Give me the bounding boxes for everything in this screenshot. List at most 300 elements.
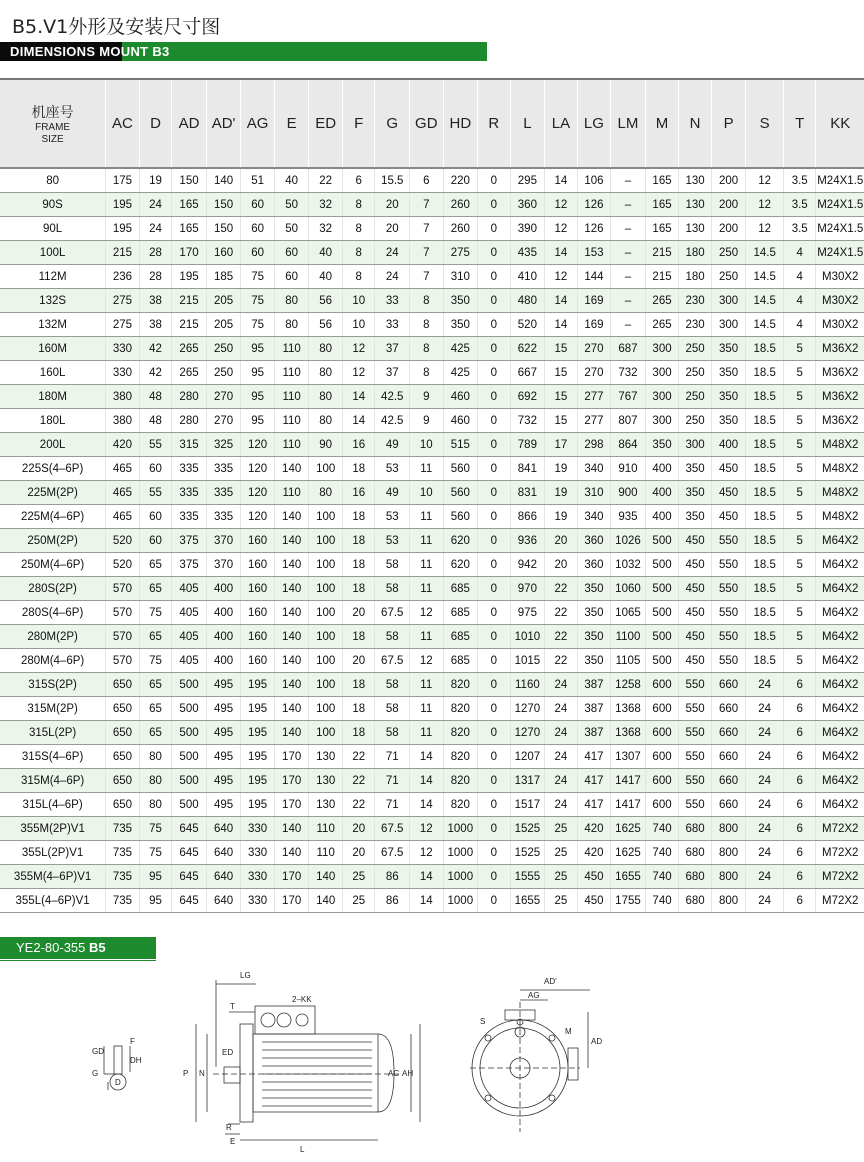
table-cell: 12 [410,841,444,865]
table-cell: 3.5 [783,217,816,241]
frame-size-cell: 132S [0,289,106,313]
table-cell: 495 [206,673,241,697]
table-cell: 8 [342,193,375,217]
table-cell: 1307 [611,745,646,769]
table-cell: 1065 [611,601,646,625]
table-cell: 280 [172,385,207,409]
table-cell: 8 [410,361,444,385]
table-cell: 42 [139,361,172,385]
table-cell: 67.5 [375,601,410,625]
table-cell: 400 [645,457,679,481]
table-cell: 14 [545,168,578,193]
table-cell: 215 [645,241,679,265]
table-cell: 160 [241,577,275,601]
table-cell: 841 [510,457,545,481]
table-cell: 86 [375,889,410,913]
table-cell: 205 [206,289,241,313]
table-cell: 50 [274,193,309,217]
table-cell: 450 [711,457,746,481]
table-cell: 550 [679,769,712,793]
table-cell: M64X2 [816,649,864,673]
table-cell: 95 [241,409,275,433]
table-cell: 25 [545,865,578,889]
table-cell: 8 [342,217,375,241]
table-cell: 280 [172,409,207,433]
table-cell: 975 [510,601,545,625]
table-cell: 236 [106,265,140,289]
table-cell: 0 [478,601,511,625]
table-cell: 86 [375,865,410,889]
table-cell: 1655 [611,865,646,889]
table-cell: 550 [711,601,746,625]
frame-size-cell: 315S(4–6P) [0,745,106,769]
table-cell: 110 [309,841,343,865]
label-m: M [565,1027,572,1036]
dimension-drawing [0,962,864,1162]
page-title: B5.V1外形及安装尺寸图 [12,16,221,38]
table-cell: 390 [510,217,545,241]
table-row [0,697,864,721]
table-cell: 8 [410,289,444,313]
table-header-row [0,79,864,168]
table-cell: 789 [510,433,545,457]
table-cell: 435 [510,241,545,265]
table-cell: 22 [545,625,578,649]
table-cell: 18 [342,721,375,745]
table-cell: 140 [274,625,309,649]
table-cell: 500 [172,673,207,697]
table-cell: 18.5 [746,361,784,385]
table-cell: 169 [577,289,611,313]
table-cell: 180 [679,241,712,265]
table-cell: 53 [375,505,410,529]
table-cell: 400 [206,577,241,601]
table-cell: 1655 [510,889,545,913]
table-cell: 75 [241,289,275,313]
frame-size-cell: 160M [0,337,106,361]
table-cell: 645 [172,817,207,841]
table-cell: 450 [577,865,611,889]
table-cell: 110 [309,817,343,841]
table-cell: 250 [679,385,712,409]
table-cell: – [611,168,646,193]
table-cell: 465 [106,457,140,481]
table-row [0,337,864,361]
table-cell: 0 [478,265,511,289]
table-cell: 215 [172,313,207,337]
table-cell: 110 [274,409,309,433]
table-cell: M36X2 [816,337,864,361]
table-cell: 340 [577,457,611,481]
table-cell: 160 [241,649,275,673]
table-cell: 130 [679,168,712,193]
table-cell: 740 [645,889,679,913]
table-cell: 10 [342,289,375,313]
table-cell: 18 [342,505,375,529]
table-cell: 5 [783,481,816,505]
label-ad: AD [591,1037,603,1046]
table-cell: 58 [375,625,410,649]
table-cell: 375 [172,529,207,553]
table-cell: 17 [545,433,578,457]
label-gd: GD [92,1047,104,1056]
table-cell: 11 [410,673,444,697]
table-cell: 140 [274,529,309,553]
table-cell: M64X2 [816,553,864,577]
label-lg: LG [240,971,251,980]
table-row [0,865,864,889]
label-r: R [226,1123,232,1132]
table-cell: 820 [443,793,478,817]
table-cell: 71 [375,769,410,793]
table-cell: 75 [139,817,172,841]
table-cell: 100 [309,673,343,697]
table-cell: 11 [410,505,444,529]
label-f: F [130,1037,135,1046]
model-badge [0,937,156,959]
column-header-hd: HD [443,79,478,168]
table-cell: 24 [746,697,784,721]
table-cell: 100 [309,529,343,553]
table-cell: 820 [443,697,478,721]
table-cell: 0 [478,577,511,601]
column-header-f: F [342,79,375,168]
table-cell: 9 [410,409,444,433]
table-cell: 360 [577,529,611,553]
badge-prefix: YE2-80-355 [16,940,86,955]
column-header-ed: ED [309,79,343,168]
table-cell: 67.5 [375,649,410,673]
table-cell: 600 [645,697,679,721]
table-cell: 40 [274,168,309,193]
label-d: D [115,1078,121,1087]
table-cell: 22 [545,601,578,625]
table-cell: 14.5 [746,289,784,313]
table-cell: 220 [443,168,478,193]
table-cell: 7 [410,265,444,289]
column-header-p: P [711,79,746,168]
table-cell: 6 [783,841,816,865]
table-cell: 0 [478,289,511,313]
table-cell: 144 [577,265,611,289]
table-cell: M64X2 [816,721,864,745]
table-cell: 140 [274,841,309,865]
table-cell: 100 [309,649,343,673]
label-ac: AC [388,1069,400,1078]
table-cell: 1000 [443,889,478,913]
table-cell: 640 [206,889,241,913]
table-cell: 650 [106,673,140,697]
table-cell: 0 [478,313,511,337]
table-cell: 1100 [611,625,646,649]
dimensions-table [0,78,864,913]
table-cell: 75 [139,601,172,625]
table-cell: 100 [309,553,343,577]
table-cell: M30X2 [816,289,864,313]
table-cell: 680 [679,865,712,889]
table-cell: 20 [342,649,375,673]
table-cell: 495 [206,745,241,769]
table-cell: 60 [139,457,172,481]
table-cell: 53 [375,529,410,553]
table-cell: 18.5 [746,601,784,625]
table-cell: 265 [645,289,679,313]
table-cell: 19 [139,168,172,193]
table-cell: 1625 [611,817,646,841]
table-cell: 15.5 [375,168,410,193]
table-cell: 14 [410,889,444,913]
table-cell: 300 [679,433,712,457]
table-cell: 600 [645,745,679,769]
table-cell: 270 [577,337,611,361]
table-cell: 100 [309,505,343,529]
table-cell: 195 [106,193,140,217]
table-cell: 8 [342,241,375,265]
table-cell: 330 [106,337,140,361]
table-cell: 6 [783,793,816,817]
table-cell: 520 [106,553,140,577]
table-cell: 350 [679,505,712,529]
table-cell: 330 [241,817,275,841]
table-cell: 450 [679,529,712,553]
table-row [0,241,864,265]
table-cell: 120 [241,481,275,505]
table-row [0,553,864,577]
table-cell: 270 [206,385,241,409]
frame-size-cell: 90S [0,193,106,217]
table-cell: 6 [783,697,816,721]
table-cell: 42.5 [375,385,410,409]
table-cell: 65 [139,625,172,649]
table-cell: 58 [375,577,410,601]
table-cell: 40 [309,241,343,265]
table-cell: 300 [711,289,746,313]
table-cell: 200 [711,168,746,193]
table-cell: 25 [545,841,578,865]
table-cell: 48 [139,409,172,433]
table-cell: 195 [106,217,140,241]
table-cell: 0 [478,337,511,361]
table-row [0,649,864,673]
table-row [0,361,864,385]
table-cell: 735 [106,841,140,865]
motor-front-view [470,990,590,1132]
table-cell: 5 [783,505,816,529]
table-cell: 40 [309,265,343,289]
table-cell: 685 [443,577,478,601]
table-cell: 170 [172,241,207,265]
table-row [0,193,864,217]
table-cell: 160 [241,529,275,553]
frame-header-en2: SIZE [41,133,64,145]
table-cell: 12 [545,193,578,217]
table-cell: 1258 [611,673,646,697]
table-cell: 56 [309,313,343,337]
table-cell: 25 [342,889,375,913]
table-cell: 550 [711,649,746,673]
table-cell: 600 [645,673,679,697]
table-row [0,409,864,433]
table-cell: 165 [645,193,679,217]
table-row [0,385,864,409]
table-cell: 325 [206,433,241,457]
table-cell: 18.5 [746,553,784,577]
table-cell: 4 [783,241,816,265]
table-row [0,433,864,457]
table-cell: 11 [410,553,444,577]
table-cell: 420 [106,433,140,457]
table-cell: M64X2 [816,769,864,793]
table-cell: 550 [711,577,746,601]
table-cell: 265 [172,337,207,361]
table-cell: 6 [342,168,375,193]
table-cell: 15 [545,409,578,433]
table-cell: 275 [106,313,140,337]
table-cell: M64X2 [816,673,864,697]
table-cell: 330 [241,889,275,913]
table-cell: 12 [746,193,784,217]
table-cell: 7 [410,217,444,241]
table-cell: 71 [375,745,410,769]
table-cell: 9 [410,385,444,409]
table-cell: 33 [375,313,410,337]
table-cell: 12 [746,217,784,241]
table-cell: 387 [577,697,611,721]
table-cell: 520 [510,313,545,337]
table-cell: 0 [478,457,511,481]
table-cell: 65 [139,553,172,577]
column-header-kk: KK [816,79,864,168]
table-cell: 620 [443,553,478,577]
table-cell: 350 [711,361,746,385]
frame-size-cell: 280S(2P) [0,577,106,601]
table-cell: 500 [645,577,679,601]
table-cell: 6 [783,673,816,697]
table-row [0,745,864,769]
table-cell: 90 [309,433,343,457]
table-cell: 0 [478,505,511,529]
table-cell: 50 [274,217,309,241]
table-cell: M64X2 [816,625,864,649]
table-cell: 80 [309,481,343,505]
table-cell: 660 [711,697,746,721]
column-header-d: D [139,79,172,168]
table-cell: 417 [577,769,611,793]
label-p: P [183,1069,189,1078]
table-cell: 1317 [510,769,545,793]
table-cell: 0 [478,841,511,865]
table-cell: 65 [139,721,172,745]
table-cell: 200 [711,193,746,217]
table-cell: 100 [309,697,343,721]
table-cell: 0 [478,793,511,817]
table-cell: 350 [711,409,746,433]
table-cell: 33 [375,289,410,313]
table-cell: 140 [274,457,309,481]
table-cell: 140 [274,697,309,721]
table-cell: 0 [478,865,511,889]
table-cell: 16 [342,481,375,505]
table-cell: 680 [679,889,712,913]
table-cell: 67.5 [375,817,410,841]
table-cell: 24 [545,697,578,721]
table-cell: 20 [342,817,375,841]
table-cell: 735 [106,865,140,889]
table-cell: 0 [478,697,511,721]
frame-size-cell: 280S(4–6P) [0,601,106,625]
table-cell: 622 [510,337,545,361]
table-cell: 170 [274,745,309,769]
table-cell: 645 [172,865,207,889]
table-cell: M48X2 [816,481,864,505]
table-cell: 42.5 [375,409,410,433]
table-cell: 480 [510,289,545,313]
column-header-t: T [783,79,816,168]
table-cell: 640 [206,817,241,841]
frame-size-cell: 160L [0,361,106,385]
table-cell: 75 [139,649,172,673]
table-cell: 150 [172,168,207,193]
table-cell: 270 [577,361,611,385]
table-cell: 140 [309,889,343,913]
table-cell: 450 [679,601,712,625]
table-cell: – [611,289,646,313]
table-cell: 310 [577,481,611,505]
table-cell: 58 [375,673,410,697]
table-row [0,289,864,313]
table-cell: 360 [577,553,611,577]
table-cell: 350 [443,313,478,337]
table-cell: 38 [139,289,172,313]
drawing-labels [92,971,602,1154]
table-cell: 350 [577,625,611,649]
table-cell: M64X2 [816,793,864,817]
table-cell: 165 [172,193,207,217]
table-cell: 24 [746,721,784,745]
table-cell: 10 [410,481,444,505]
table-cell: 18 [342,673,375,697]
table-cell: 65 [139,673,172,697]
table-cell: 3.5 [783,193,816,217]
table-cell: M30X2 [816,313,864,337]
table-cell: 450 [711,505,746,529]
table-cell: 4 [783,313,816,337]
table-cell: 335 [172,457,207,481]
frame-size-cell: 80 [0,168,106,193]
table-cell: 22 [545,649,578,673]
table-cell: 180 [679,265,712,289]
table-cell: 18.5 [746,625,784,649]
table-cell: 20 [375,217,410,241]
badge-suffix: B5 [89,940,106,955]
label-ah: AH [402,1069,414,1078]
table-cell: 18.5 [746,481,784,505]
table-cell: 5 [783,457,816,481]
table-cell: 260 [443,217,478,241]
table-cell: 110 [274,361,309,385]
table-cell: 600 [645,793,679,817]
table-cell: 5 [783,433,816,457]
table-cell: 550 [711,529,746,553]
label-g: G [92,1069,99,1078]
table-cell: 230 [679,289,712,313]
table-row [0,793,864,817]
table-row [0,313,864,337]
table-cell: 140 [274,721,309,745]
column-header-lg: LG [577,79,611,168]
table-cell: 80 [309,385,343,409]
frame-size-cell: 200L [0,433,106,457]
